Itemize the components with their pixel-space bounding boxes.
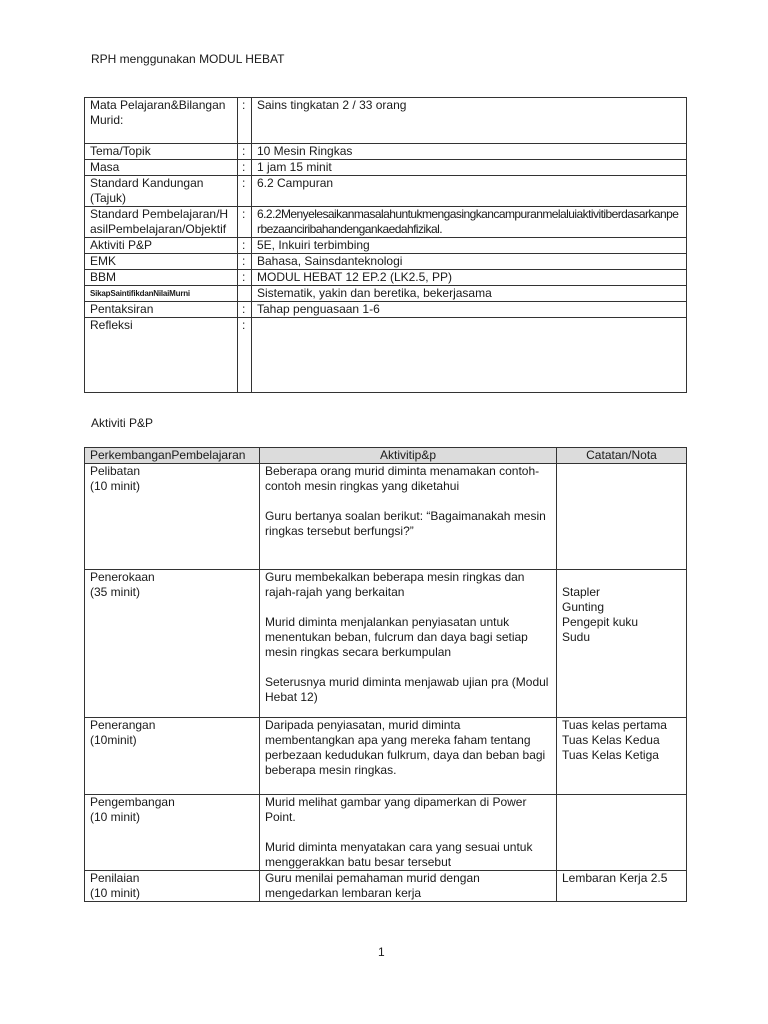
note-item: Sudu — [562, 630, 591, 644]
stage-cell — [85, 795, 260, 871]
info-colon: : — [238, 207, 252, 238]
info-value: Tahap penguasaan 1-6 — [252, 302, 687, 318]
info-label: Standard Kandungan (Tajuk) — [85, 176, 238, 207]
info-label: SikapSaintifikdanNilaiMurni — [85, 286, 238, 302]
activity-text: Guru menilai pemahaman murid dengan mengedarkan lembaran kerja — [265, 871, 480, 900]
activity-row-penerangan — [85, 718, 687, 795]
info-row-reflection — [85, 318, 687, 393]
note-item: Tuas Kelas Ketiga — [562, 748, 659, 762]
stage-name: Penerokaan — [90, 570, 155, 584]
info-row-activity — [85, 238, 687, 254]
activity-text: Murid diminta menjalankan penyiasatan untuk menentukan beban, fulcrum dan daya bagi setiap mesin ringkas secara berkumpulan — [265, 615, 528, 659]
activity-row-pengembangan — [85, 795, 687, 871]
stage-cell — [85, 718, 260, 795]
info-colon: : — [238, 238, 252, 254]
stage-name: Pelibatan — [90, 464, 141, 478]
info-label: Aktiviti P&P — [85, 238, 238, 254]
info-row-learning-standard — [85, 207, 687, 238]
activity-text: Daripada penyiasatan, murid diminta membentangkan apa yang mereka faham tentang perbezaan kedudukan fulkrum, daya dan beban bagi beberapa mesin ringkas. — [265, 718, 546, 777]
info-row-subject — [85, 98, 687, 144]
activity-text: Murid diminta menyatakan cara yang sesuai untuk menggerakkan batu besar tersebut — [265, 840, 533, 869]
activity-row-penerokaan — [85, 570, 687, 718]
stage-duration: (10 minit) — [90, 886, 141, 900]
stage-cell — [85, 871, 260, 902]
stage-duration: (35 minit) — [90, 585, 141, 599]
column-header: Aktivitip&p — [260, 448, 557, 464]
section-title: Aktiviti P&P — [91, 416, 154, 430]
activity-text: Beberapa orang murid diminta menamakan contoh-contoh mesin ringkas yang diketahui — [265, 464, 540, 493]
activity-row-penilaian — [85, 871, 687, 902]
info-colon: : — [238, 270, 252, 286]
note-item: Tuas Kelas Kedua — [562, 733, 660, 747]
activity-text: Guru membekalkan beberapa mesin ringkas dan rajah-rajah yang berkaitan — [265, 570, 525, 599]
info-label: Standard Pembelajaran/HasilPembelajaran/Objektif — [85, 207, 238, 238]
info-value: 10 Mesin Ringkas — [252, 144, 687, 160]
stage-cell — [85, 464, 260, 570]
info-row-assessment — [85, 302, 687, 318]
info-value: Sains tingkatan 2 / 33 orang — [252, 98, 687, 144]
notes-cell — [557, 795, 687, 871]
info-label: Refleksi — [85, 318, 238, 393]
activity-text: Seterusnya murid diminta menjawab ujian pra (Modul Hebat 12) — [265, 675, 549, 704]
stage-cell — [85, 570, 260, 718]
stage-duration: (10minit) — [90, 733, 137, 747]
activity-cell — [260, 871, 557, 902]
info-row-topic — [85, 144, 687, 160]
info-colon: : — [238, 176, 252, 207]
activity-row-pelibatan — [85, 464, 687, 570]
info-value: 5E, Inkuiri terbimbing — [252, 238, 687, 254]
document-title: RPH menggunakan MODUL HEBAT — [91, 52, 285, 66]
stage-name: Penerangan — [90, 718, 156, 732]
info-colon: : — [238, 98, 252, 144]
info-label: Masa — [85, 160, 238, 176]
stage-name: Penilaian — [90, 871, 140, 885]
note-item: Tuas kelas pertama — [562, 718, 667, 732]
info-value: Bahasa, Sainsdanteknologi — [252, 254, 687, 270]
info-label: BBM — [85, 270, 238, 286]
info-colon: : — [238, 160, 252, 176]
info-row-time — [85, 160, 687, 176]
info-row-emk — [85, 254, 687, 270]
info-label: Pentaksiran — [85, 302, 238, 318]
activity-cell — [260, 718, 557, 795]
activity-cell — [260, 570, 557, 718]
info-value: Sistematik, yakin dan beretika, bekerjasama — [252, 286, 687, 302]
info-label: Mata Pelajaran&Bilangan Murid: — [85, 98, 238, 144]
info-row-bbm — [85, 270, 687, 286]
notes-cell — [557, 718, 687, 795]
lesson-info-table — [84, 97, 687, 393]
activity-table — [84, 447, 687, 902]
stage-duration: (10 minit) — [90, 810, 141, 824]
note-item: Gunting — [562, 600, 605, 614]
info-label: EMK — [85, 254, 238, 270]
stage-name: Pengembangan — [90, 795, 175, 809]
info-value: 6.2.2Menyelesaikanmasalahuntukmengasingkancampuranmelaluiaktivitiberdasarkanperbezaanciribahandengankaedahfizikal. — [252, 207, 687, 238]
info-colon: : — [238, 254, 252, 270]
info-colon: : — [238, 144, 252, 160]
notes-cell — [557, 570, 687, 718]
column-header: Catatan/Nota — [557, 448, 687, 464]
note-item: Stapler — [562, 585, 601, 599]
activity-text: Murid melihat gambar yang dipamerkan di Power Point. — [265, 795, 527, 824]
activity-text: Guru bertanya soalan berikut: “Bagaimanakah mesin ringkas tersebut berfungsi?” — [265, 509, 546, 538]
info-value: 6.2 Campuran — [252, 176, 687, 207]
page-number: 1 — [378, 945, 385, 959]
activity-cell — [260, 464, 557, 570]
note-item: Lembaran Kerja 2.5 — [562, 871, 668, 885]
notes-cell — [557, 871, 687, 902]
info-value: 1 jam 15 minit — [252, 160, 687, 176]
info-colon: : — [238, 302, 252, 318]
notes-cell — [557, 464, 687, 570]
activity-header-row — [85, 448, 687, 464]
info-row-values — [85, 286, 687, 302]
info-value — [252, 318, 687, 393]
stage-duration: (10 minit) — [90, 479, 141, 493]
info-row-content-standard — [85, 176, 687, 207]
info-label: Tema/Topik — [85, 144, 238, 160]
activity-cell — [260, 795, 557, 871]
info-value: MODUL HEBAT 12 EP.2 (LK2.5, PP) — [252, 270, 687, 286]
info-colon: : — [238, 318, 252, 393]
info-colon — [238, 286, 252, 302]
note-item: Pengepit kuku — [562, 615, 639, 629]
column-header: PerkembanganPembelajaran — [85, 448, 260, 464]
